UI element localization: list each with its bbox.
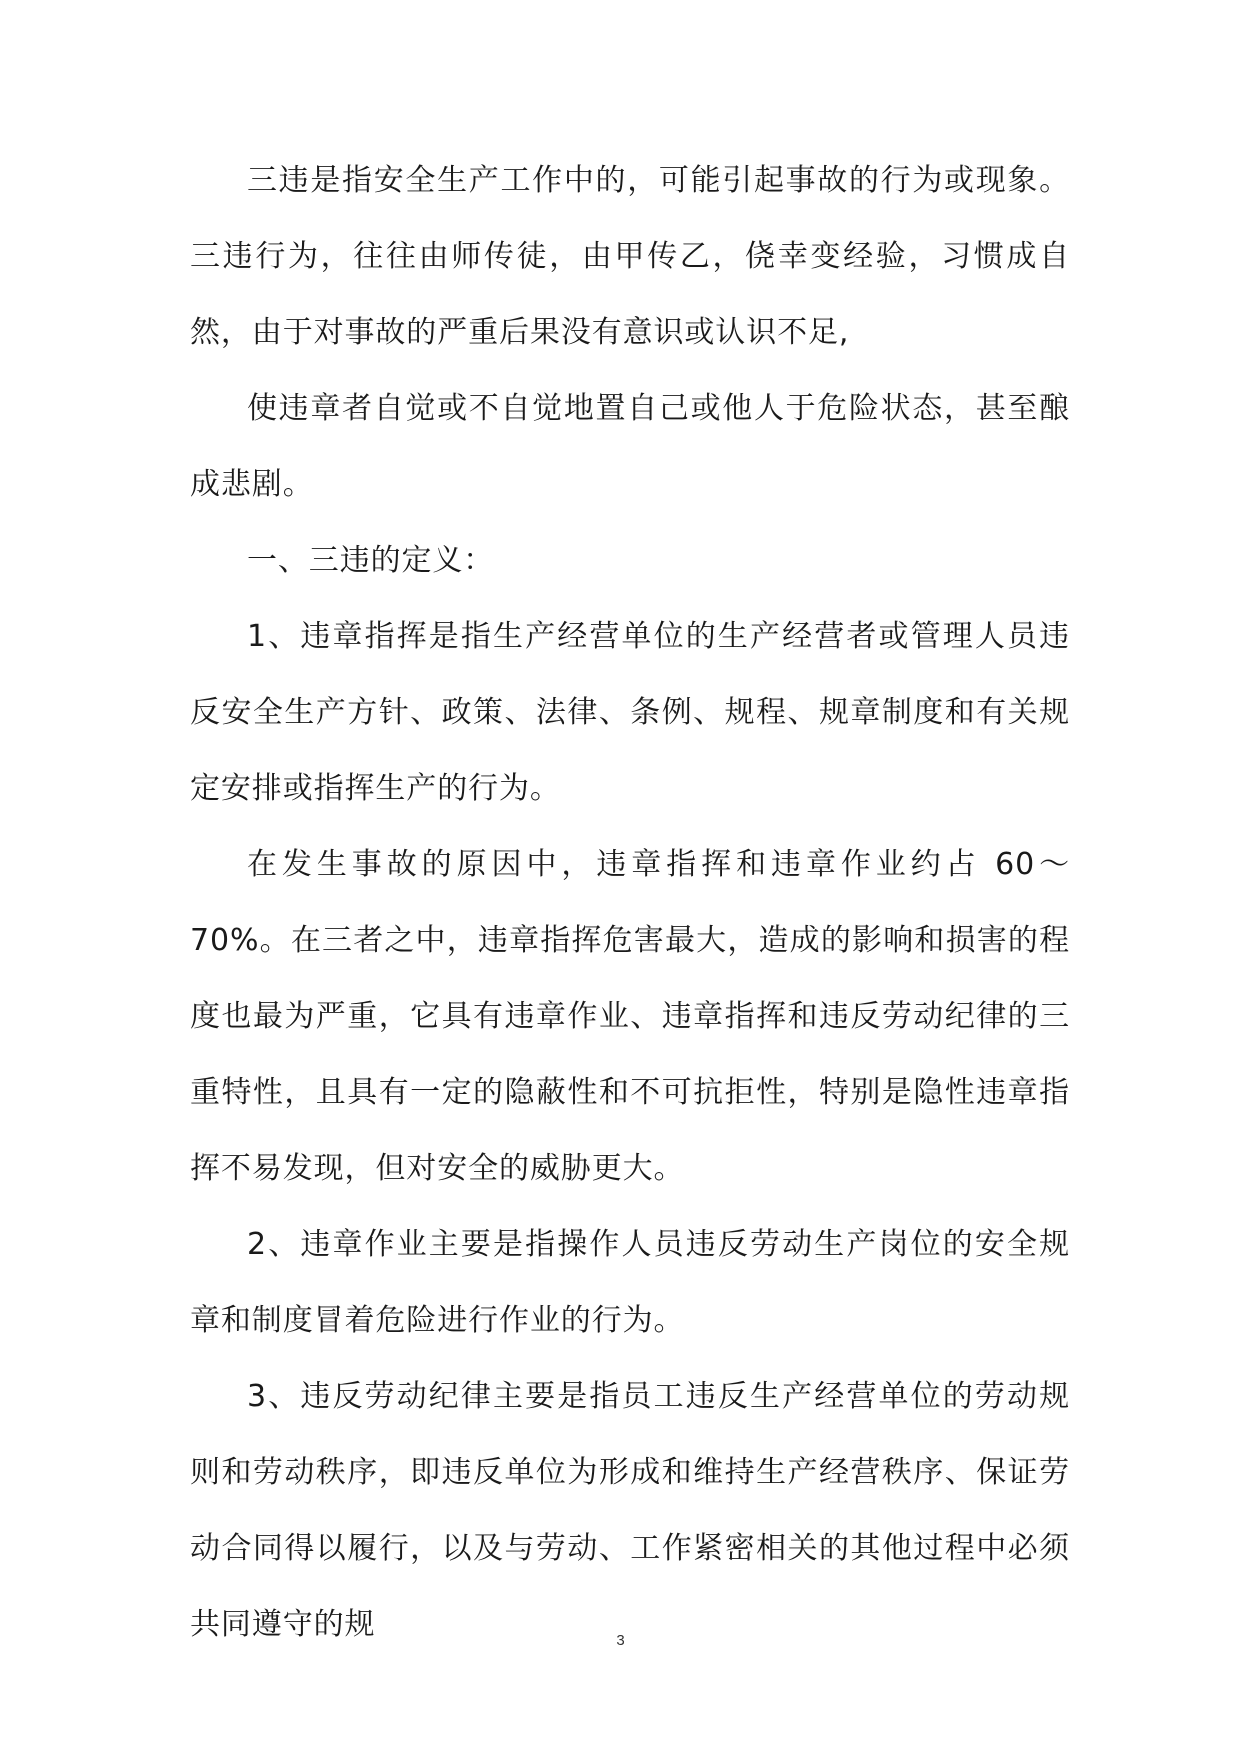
paragraph-intro: 三违是指安全生产工作中的，可能引起事故的行为或现象。三违行为，往往由师传徒，由甲传乙，侥幸变经验，习惯成自然，由于对事故的严重后果没有意识或认识不足, bbox=[190, 163, 1070, 350]
paragraph-item-3: 3、违反劳动纪律主要是指员工违反生产经营单位的劳动规则和劳动秩序，即违反单位为形成和维持生产经营秩序、保证劳动合同得以履行，以及与劳动、工作紧密相关的其他过程中必须共同遵守的规 bbox=[190, 1379, 1070, 1642]
body-text bbox=[190, 143, 1070, 1663]
paragraph-accident-causes: 在发生事故的原因中，违章指挥和违章作业约占 60～70%。在三者之中，违章指挥危害最大，造成的影响和损害的程度也最为严重，它具有违章作业、违章指挥和违反劳动纪律的三重特性，且具有一定的隐蔽性和不可抗拒性，特别是隐性违章指挥不易发现，但对安全的威胁更大。 bbox=[190, 847, 1070, 1186]
page-number: 3 bbox=[616, 1632, 625, 1649]
section-heading-definition: 一、三违的定义： bbox=[247, 543, 495, 578]
paragraph-item-1: 1、违章指挥是指生产经营单位的生产经营者或管理人员违反安全生产方针、政策、法律、条例、规程、规章制度和有关规定安排或指挥生产的行为。 bbox=[190, 619, 1070, 806]
paragraph-item-2: 2、违章作业主要是指操作人员违反劳动生产岗位的安全规章和制度冒着危险进行作业的行为。 bbox=[190, 1227, 1070, 1338]
paragraph-consequence: 使违章者自觉或不自觉地置自己或他人于危险状态，甚至酿成悲剧。 bbox=[190, 391, 1070, 502]
